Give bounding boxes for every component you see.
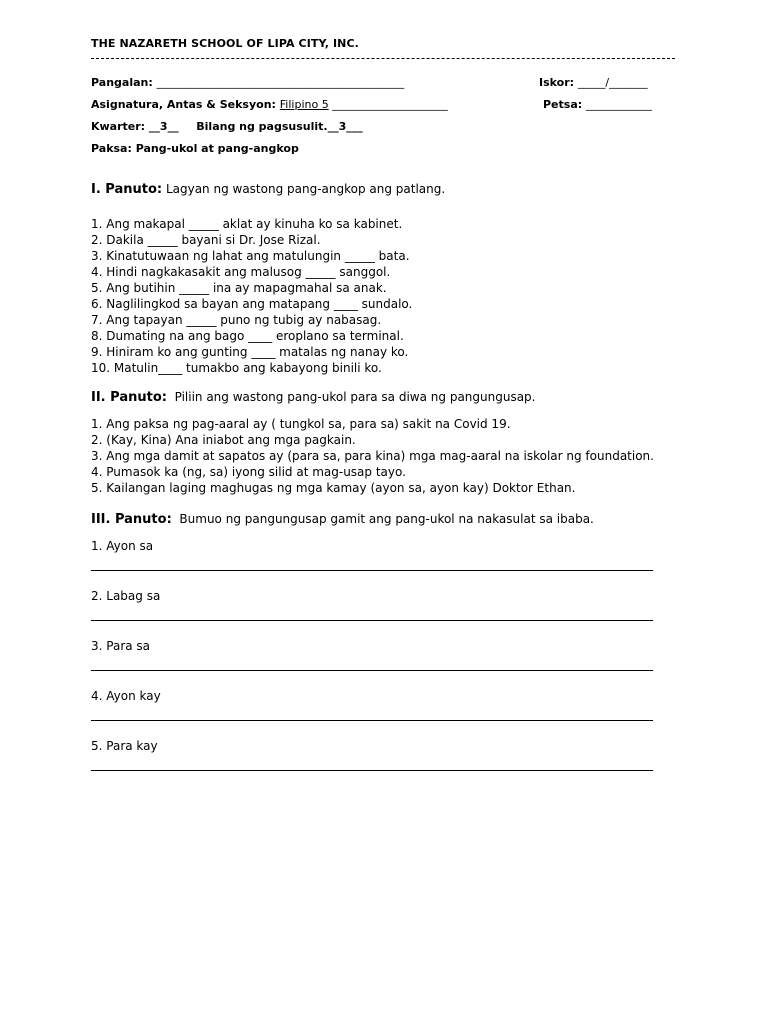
info-row-name [91, 76, 681, 98]
section1-title: I. Panuto: [91, 182, 163, 197]
iskor-label: Iskor: [539, 76, 575, 89]
question-item: 10. Matulin____ tumakbo ang kabayong binili ko. [91, 361, 382, 375]
sentence-prompt: 1. Ayon sa [91, 539, 154, 553]
pangalan-label: Pangalan: [91, 76, 153, 89]
info-row-quarter [91, 120, 681, 142]
question-item: 2. (Kay, Kina) Ana iniabot ang mga pagkain. [91, 433, 356, 447]
answer-line[interactable] [91, 770, 653, 771]
answer-line[interactable] [91, 670, 653, 671]
sentence-prompt-block [91, 689, 681, 721]
section3-title: III. Panuto: [91, 512, 172, 527]
question-item: 6. Naglilingkod sa bayan ang matapang ____ sundalo. [91, 297, 413, 311]
question-item: 8. Dumating na ang bago ____ eroplano sa terminal. [91, 329, 404, 343]
asignatura-blank[interactable]: _____________________ [328, 98, 448, 111]
sentence-prompt: 5. Para kay [91, 739, 158, 753]
answer-line[interactable] [91, 570, 653, 571]
sentence-prompt: 4. Ayon kay [91, 689, 161, 703]
section3-items [91, 539, 681, 771]
sentence-prompt: 3. Para sa [91, 639, 151, 653]
paksa-line: Paksa: Pang-ukol at pang-angkop [91, 142, 299, 155]
question-item: 4. Hindi nagkakasakit ang malusog _____ sanggol. [91, 265, 391, 279]
question-item: 3. Kinatutuwaan ng lahat ang matulungin _____ bata. [91, 249, 410, 263]
question-item: 1. Ang paksa ng pag-aaral ay ( tungkol sa, para sa) sakit na Covid 19. [91, 417, 511, 431]
petsa-blank[interactable]: ____________ [586, 98, 652, 111]
section1-items [91, 216, 681, 376]
sentence-prompt-block [91, 739, 681, 771]
section1-heading [91, 182, 681, 197]
section2-heading [91, 390, 681, 405]
section2-items [91, 416, 681, 496]
sentence-prompt-block [91, 589, 681, 621]
question-item: 4. Pumasok ka (ng, sa) iyong silid at mag-usap tayo. [91, 465, 406, 479]
kwarter-label: Kwarter: [91, 120, 146, 133]
question-item: 3. Ang mga damit at sapatos ay (para sa, para kina) mga mag-aaral na iskolar ng foundation. [91, 449, 654, 463]
petsa-label: Petsa: [543, 98, 583, 111]
iskor-blank[interactable]: _____/_______ [577, 76, 648, 89]
sentence-prompt-block [91, 639, 681, 671]
sentence-prompt-block [91, 539, 681, 571]
pangalan-blank[interactable]: _____________________________________________ [156, 76, 405, 89]
kwarter-value: __3__ [148, 120, 179, 133]
bilang-label: Bilang ng pagsusulit. [196, 120, 328, 133]
asignatura-label: Asignatura, Antas & Seksyon: [91, 98, 276, 111]
school-name: THE NAZARETH SCHOOL OF LIPA CITY, INC. [91, 37, 359, 50]
section2-title: II. Panuto: [91, 390, 167, 405]
asignatura-value: Filipino 5 [279, 98, 329, 111]
worksheet-page [91, 37, 681, 771]
section2-instruction: Piliin ang wastong pang-ukol para sa diwa ng pangungusap. [174, 390, 536, 404]
section3-instruction: Bumuo ng pangungusap gamit ang pang-ukol na nakasulat sa ibaba. [179, 512, 594, 526]
sentence-prompt: 2. Labag sa [91, 589, 161, 603]
question-item: 2. Dakila _____ bayani si Dr. Jose Rizal. [91, 233, 321, 247]
bilang-value: __3___ [327, 120, 363, 133]
info-row-subject [91, 98, 681, 120]
question-item: 9. Hiniram ko ang gunting ____ matalas ng nanay ko. [91, 345, 409, 359]
section1-instruction: Lagyan ng wastong pang-angkop ang patlang. [165, 182, 446, 196]
question-item: 5. Ang butihin _____ ina ay mapagmahal sa anak. [91, 281, 387, 295]
question-item: 7. Ang tapayan _____ puno ng tubig ay nabasag. [91, 313, 382, 327]
answer-line[interactable] [91, 720, 653, 721]
question-item: 1. Ang makapal _____ aklat ay kinuha ko sa kabinet. [91, 217, 403, 231]
answer-line[interactable] [91, 620, 653, 621]
section3-heading [91, 512, 681, 527]
question-item: 5. Kailangan laging maghugas ng mga kamay (ayon sa, ayon kay) Doktor Ethan. [91, 481, 576, 495]
